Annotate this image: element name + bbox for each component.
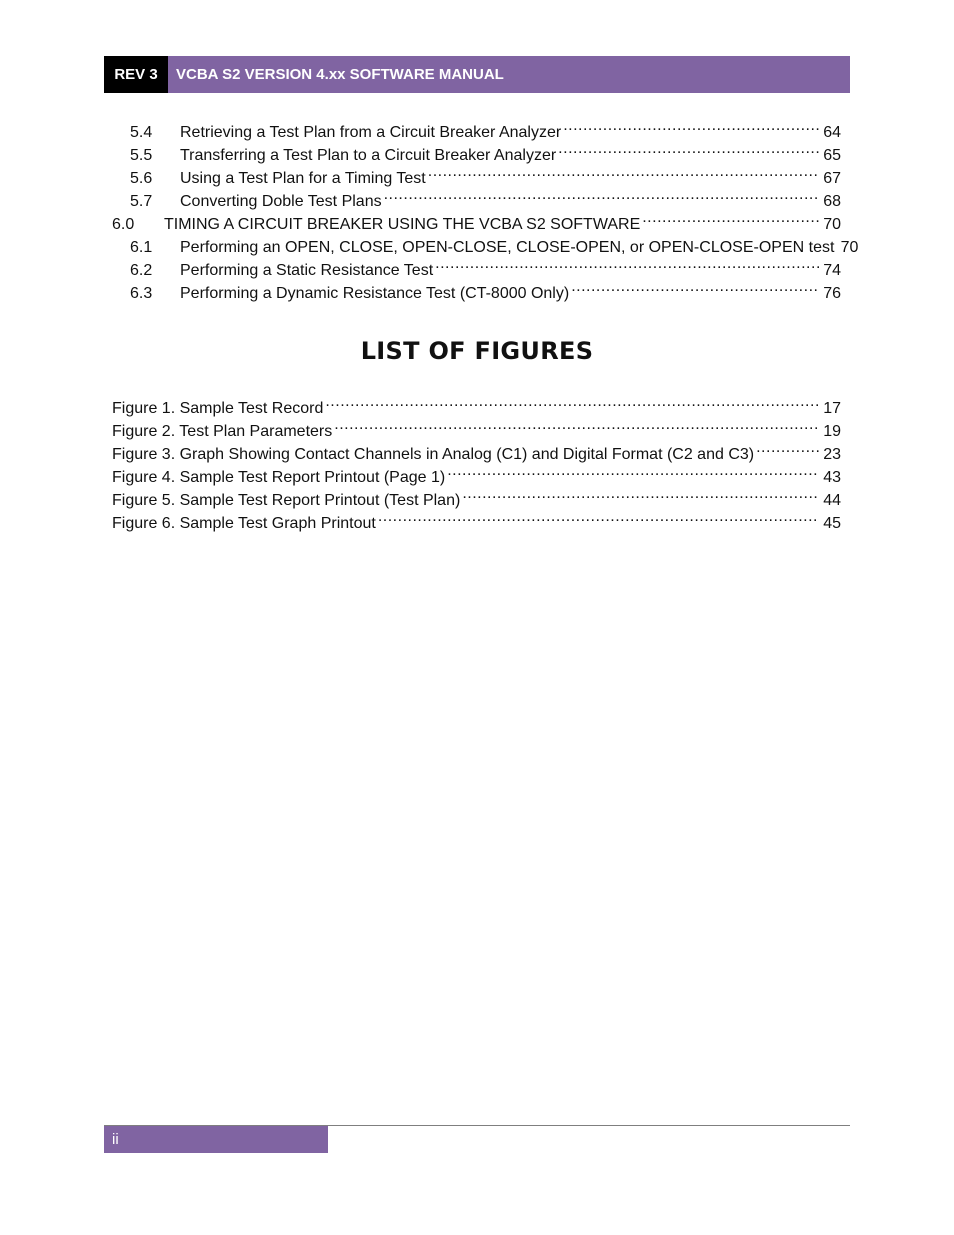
figure-entry[interactable] — [112, 482, 841, 509]
toc-entry[interactable] — [112, 114, 841, 141]
toc-entry-page: 70 — [840, 239, 859, 256]
toc-entry[interactable] — [112, 137, 841, 164]
toc-entry-number: 6.3 — [130, 285, 153, 302]
footer-page-number: ii — [104, 1126, 328, 1153]
list-of-figures-heading: LIST OF FIGURES — [360, 337, 594, 365]
toc-entry-title: Performing an OPEN, CLOSE, OPEN-CLOSE, CLOSE-OPEN, or OPEN-CLOSE-OPEN test — [180, 239, 835, 256]
dot-leader — [756, 436, 819, 459]
figure-entry-title: Figure 2. Test Plan Parameters — [112, 423, 333, 440]
revision-label: REV 3 — [104, 56, 168, 93]
figure-entry-page: 17 — [823, 400, 841, 417]
toc-entry-title: TIMING A CIRCUIT BREAKER USING THE VCBA S2 SOFTWARE — [164, 216, 641, 233]
toc-entry-page: 64 — [823, 124, 841, 141]
figure-entry[interactable] — [112, 390, 841, 417]
toc-entry[interactable] — [112, 229, 859, 256]
toc-entry-page: 70 — [823, 216, 841, 233]
dot-leader — [334, 413, 819, 436]
toc-entry-title: Retrieving a Test Plan from a Circuit Breaker Analyzer — [180, 124, 562, 141]
dot-leader — [384, 183, 819, 206]
toc-entry-title: Using a Test Plan for a Timing Test — [180, 170, 426, 187]
toc-entry-number: 5.5 — [130, 147, 153, 164]
dot-leader — [428, 160, 819, 183]
figure-entry-title: Figure 4. Sample Test Report Printout (Page 1) — [112, 469, 446, 486]
figure-entry[interactable] — [112, 505, 841, 532]
toc-entry-page: 76 — [823, 285, 841, 302]
figure-entry-title: Figure 1. Sample Test Record — [112, 400, 324, 417]
dot-leader — [642, 206, 819, 229]
figure-entry[interactable] — [112, 413, 841, 440]
toc-entry-title: Converting Doble Test Plans — [180, 193, 382, 210]
dot-leader — [558, 137, 819, 160]
toc-entry[interactable] — [112, 275, 841, 302]
table-of-contents — [112, 114, 859, 302]
dot-leader — [378, 505, 819, 528]
page-header — [104, 56, 850, 93]
toc-entry[interactable] — [112, 252, 841, 279]
toc-entry-page: 68 — [823, 193, 841, 210]
toc-entry-title: Transferring a Test Plan to a Circuit Breaker Analyzer — [180, 147, 557, 164]
toc-entry-title: Performing a Dynamic Resistance Test (CT-8000 Only) — [180, 285, 570, 302]
toc-entry[interactable] — [112, 183, 841, 210]
dot-leader — [435, 252, 819, 275]
figure-entry-page: 19 — [823, 423, 841, 440]
dot-leader — [462, 482, 819, 505]
toc-entry-page: 65 — [823, 147, 841, 164]
toc-entry-page: 67 — [823, 170, 841, 187]
toc-entry-number: 6.1 — [130, 239, 153, 256]
figure-entry-title: Figure 3. Graph Showing Contact Channels in Analog (C1) and Digital Format (C2 and C3) — [112, 446, 755, 463]
figure-entry-title: Figure 5. Sample Test Report Printout (Test Plan) — [112, 492, 461, 509]
toc-entry-number: 6.2 — [130, 262, 153, 279]
figure-entry-title: Figure 6. Sample Test Graph Printout — [112, 515, 376, 532]
dot-leader — [447, 459, 819, 482]
toc-entry-number: 5.6 — [130, 170, 153, 187]
dot-leader — [325, 390, 819, 413]
toc-entry-number: 6.0 — [112, 216, 135, 233]
figure-entry[interactable] — [112, 459, 841, 486]
toc-entry-title: Performing a Static Resistance Test — [180, 262, 434, 279]
toc-entry-number: 5.4 — [130, 124, 153, 141]
list-of-figures — [112, 390, 841, 532]
figure-entry-page: 43 — [823, 469, 841, 486]
toc-entry[interactable] — [112, 160, 841, 187]
figure-entry-page: 44 — [823, 492, 841, 509]
dot-leader — [571, 275, 819, 298]
toc-entry-number: 5.7 — [130, 193, 153, 210]
dot-leader — [563, 114, 819, 137]
toc-entry-page: 74 — [823, 262, 841, 279]
figure-entry-page: 45 — [823, 515, 841, 532]
figure-entry-page: 23 — [823, 446, 841, 463]
toc-entry[interactable] — [112, 206, 841, 233]
manual-title: VCBA S2 VERSION 4.xx SOFTWARE MANUAL — [168, 56, 850, 93]
figure-entry[interactable] — [112, 436, 841, 463]
